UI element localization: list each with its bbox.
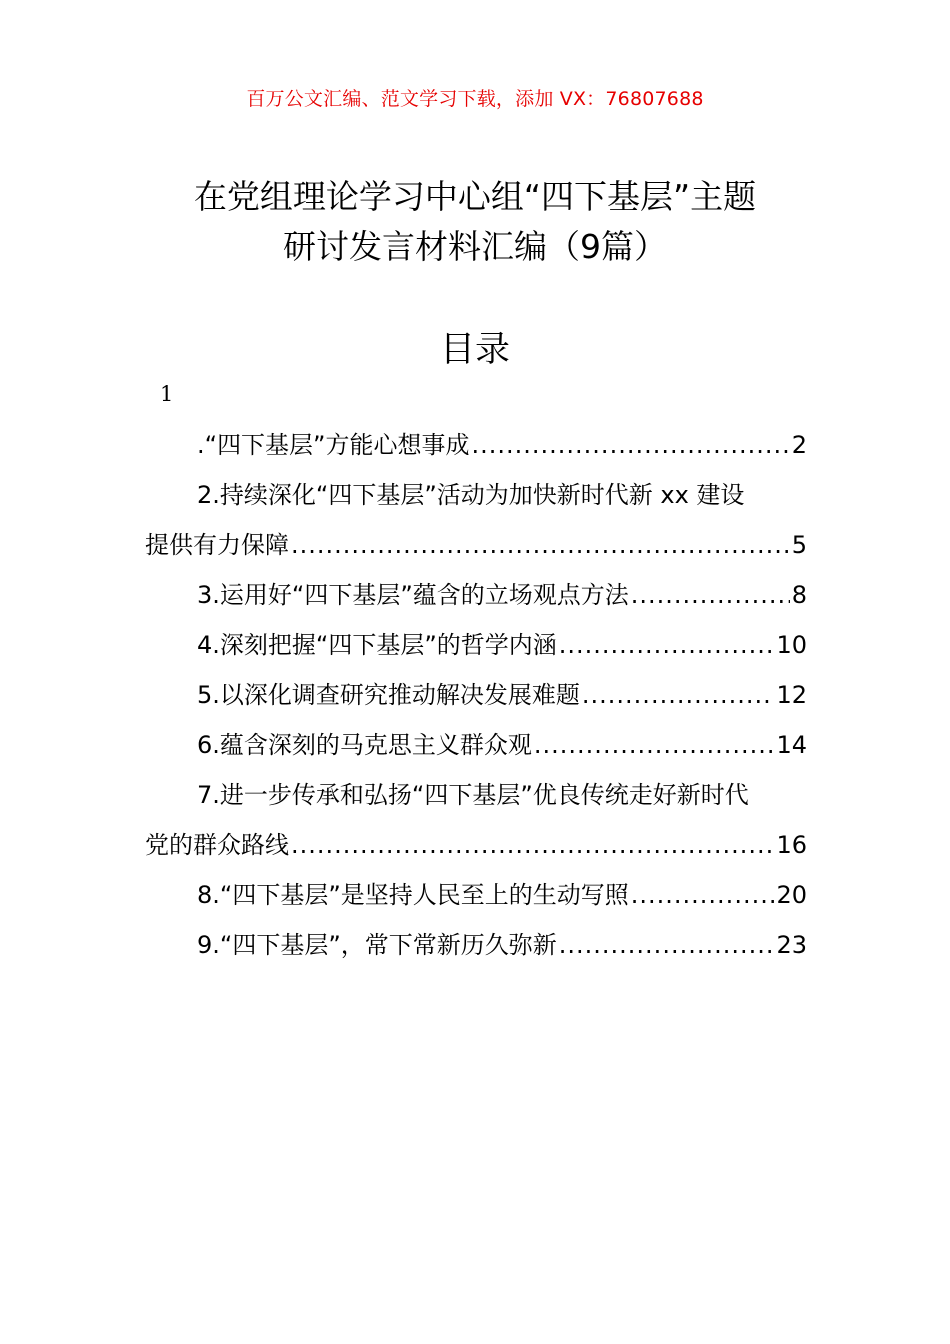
table-of-contents bbox=[145, 420, 807, 970]
toc-entry-4[interactable] bbox=[145, 620, 807, 670]
toc-entry-text: 8.“四下基层”是坚持人民至上的生动写照 bbox=[197, 881, 629, 909]
toc-entry-text: 2.持续深化“四下基层”活动为加快新时代新 xx 建设 bbox=[197, 481, 745, 509]
toc-page-number: 20 bbox=[776, 881, 807, 909]
toc-entry-text: 4.深刻把握“四下基层”的哲学内涵 bbox=[197, 631, 557, 659]
toc-heading: 目录 bbox=[439, 330, 510, 370]
toc-leader-dots bbox=[559, 920, 775, 970]
toc-leader-dots bbox=[291, 520, 790, 570]
toc-page-number: 16 bbox=[776, 831, 807, 859]
toc-leader-dots bbox=[291, 820, 774, 870]
toc-entry-text: .“四下基层”方能心想事成 bbox=[197, 431, 470, 459]
toc-entry-text: 党的群众路线 bbox=[145, 831, 289, 859]
toc-entry-2[interactable] bbox=[145, 470, 807, 570]
toc-entry-text: 提供有力保障 bbox=[145, 531, 289, 559]
toc-leader-dots bbox=[559, 620, 775, 670]
title-line-2: 研讨发言材料汇编（9篇） bbox=[283, 227, 667, 266]
toc-leader-dots bbox=[472, 420, 790, 470]
title-line-1: 在党组理论学习中心组“四下基层”主题 bbox=[193, 177, 757, 216]
toc-page-number: 2 bbox=[791, 431, 807, 459]
page-marker: 1 bbox=[160, 382, 174, 406]
toc-entry-text: 9.“四下基层”，常下常新历久弥新 bbox=[197, 931, 557, 959]
toc-leader-dots bbox=[631, 870, 775, 920]
toc-page-number: 14 bbox=[776, 731, 807, 759]
toc-page-number: 5 bbox=[791, 531, 807, 559]
toc-entry-1[interactable] bbox=[145, 420, 807, 470]
toc-leader-dots bbox=[534, 720, 775, 770]
toc-entry-text: 7.进一步传承和弘扬“四下基层”优良传统走好新时代 bbox=[197, 781, 749, 809]
toc-page-number: 8 bbox=[791, 581, 807, 609]
toc-leader-dots bbox=[582, 670, 775, 720]
toc-entry-5[interactable] bbox=[145, 670, 807, 720]
toc-page-number: 10 bbox=[776, 631, 807, 659]
toc-page-number: 12 bbox=[776, 681, 807, 709]
toc-page-number: 23 bbox=[776, 931, 807, 959]
toc-entry-6[interactable] bbox=[145, 720, 807, 770]
header-note: 百万公文汇编、范文学习下载，添加 VX：76807688 bbox=[246, 88, 704, 110]
toc-entry-9[interactable] bbox=[145, 920, 807, 970]
document-title bbox=[100, 172, 850, 272]
toc-entry-text: 5.以深化调查研究推动解决发展难题 bbox=[197, 681, 580, 709]
toc-leader-dots bbox=[631, 570, 790, 620]
toc-entry-text: 6.蕴含深刻的马克思主义群众观 bbox=[197, 731, 532, 759]
toc-entry-7[interactable] bbox=[145, 770, 807, 870]
toc-entry-text: 3.运用好“四下基层”蕴含的立场观点方法 bbox=[197, 581, 629, 609]
toc-entry-8[interactable] bbox=[145, 870, 807, 920]
toc-entry-3[interactable] bbox=[145, 570, 807, 620]
